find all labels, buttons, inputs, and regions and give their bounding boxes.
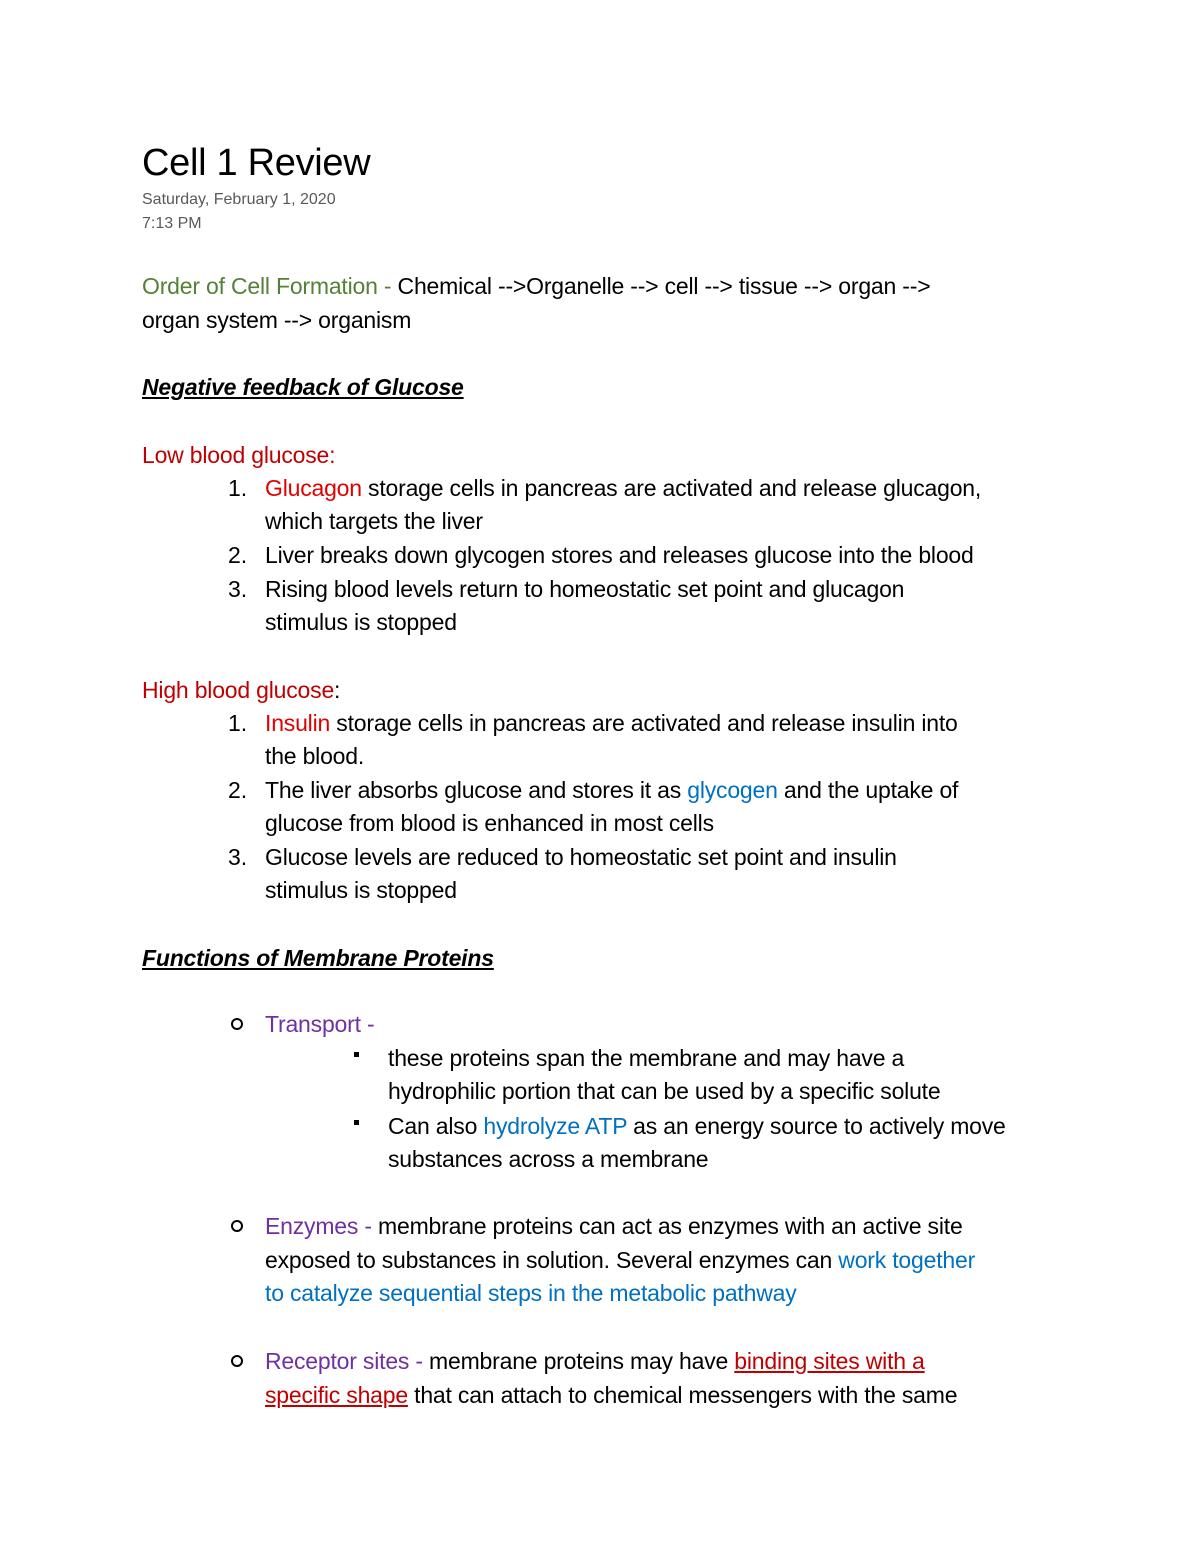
enzymes-line-2 — [265, 1245, 975, 1275]
binding-sites-highlight: binding sites with a — [734, 1348, 925, 1374]
transport-bullet-2-line-2: substances across a membrane — [388, 1146, 709, 1172]
receptor-line-1 — [265, 1346, 925, 1376]
low-item-3-line-2: stimulus is stopped — [265, 609, 457, 635]
list-number: 1. — [228, 710, 248, 736]
order-dash: - — [377, 273, 398, 299]
square-bullet-icon — [354, 1120, 359, 1125]
transport-bullet-2-line-1 — [388, 1111, 1006, 1141]
receptor-label: Receptor sites - — [265, 1348, 430, 1374]
high-glucose-colon: : — [334, 677, 341, 703]
transport-label: Transport — [265, 1011, 361, 1037]
insulin-highlight: Insulin — [265, 710, 331, 736]
high-glucose-label: High blood glucose — [142, 677, 335, 703]
list-number: 3. — [228, 576, 248, 602]
high-item-3-line-1: Glucose levels are reduced to homeostatic set point and insulin — [265, 844, 897, 870]
circle-bullet-icon — [231, 1018, 243, 1030]
order-label: Order of Cell Formation — [142, 273, 378, 299]
high-item-1-line-2: the blood. — [265, 743, 365, 769]
square-bullet-icon — [354, 1052, 359, 1057]
low-item-2-line-1: Liver breaks down glycogen stores and releases glucose into the blood — [265, 542, 974, 568]
list-number: 1. — [228, 475, 248, 501]
page-time: 7:13 PM — [142, 215, 202, 232]
transport-bullet-1-line-1: these proteins span the membrane and may have a — [388, 1045, 905, 1071]
low-item-1-line-1 — [265, 473, 981, 503]
glucagon-highlight: Glucagon — [265, 475, 362, 501]
order-line-2: organ system --> organism — [142, 307, 412, 333]
high-item-1-line-1 — [265, 708, 958, 738]
low-item-3-line-1: Rising blood levels return to homeostatic set point and glucagon — [265, 576, 905, 602]
circle-bullet-icon — [231, 1220, 243, 1232]
enzymes-label: Enzymes - — [265, 1213, 379, 1239]
transport-bullet-2-pre: Can also — [388, 1113, 484, 1139]
high-item-2-text-pre: The liver absorbs glucose and stores it as — [265, 777, 688, 803]
hydrolyze-atp-highlight: hydrolyze ATP — [483, 1113, 627, 1139]
work-together-highlight: work together — [838, 1247, 976, 1273]
transport-bullet-1-line-2: hydrophilic portion that can be used by a specific solute — [388, 1078, 941, 1104]
receptor-text-1: membrane proteins may have — [429, 1348, 735, 1374]
list-number: 3. — [228, 844, 248, 870]
enzymes-text-1: membrane proteins can act as enzymes with an active site — [378, 1213, 963, 1239]
high-glucose-label-line — [142, 675, 340, 705]
receptor-text-2: that can attach to chemical messengers with the same — [407, 1382, 958, 1408]
enzymes-line-3: to catalyze sequential steps in the metabolic pathway — [265, 1280, 797, 1306]
high-item-3-line-2: stimulus is stopped — [265, 877, 457, 903]
transport-bullet-2-post: as an energy source to actively move — [626, 1113, 1006, 1139]
list-number: 2. — [228, 542, 248, 568]
high-item-1-text: storage cells in pancreas are activated and release insulin into — [330, 710, 958, 736]
negative-feedback-heading: Negative feedback of Glucose — [142, 374, 464, 400]
list-number: 2. — [228, 777, 248, 803]
membrane-proteins-heading: Functions of Membrane Proteins — [142, 945, 494, 971]
specific-shape-highlight: specific shape — [265, 1382, 408, 1408]
order-line-1 — [142, 271, 930, 301]
transport-line — [265, 1009, 374, 1039]
glycogen-highlight: glycogen — [687, 777, 778, 803]
low-item-1-line-2: which targets the liver — [265, 508, 483, 534]
transport-dash: - — [360, 1011, 375, 1037]
page-title: Cell 1 Review — [142, 142, 371, 184]
low-glucose-label: Low blood glucose: — [142, 442, 336, 468]
page-date: Saturday, February 1, 2020 — [142, 191, 336, 208]
enzymes-line-1 — [265, 1211, 963, 1241]
high-item-2-text-post: and the uptake of — [777, 777, 959, 803]
high-item-2-line-1 — [265, 775, 958, 805]
high-item-2-line-2: glucose from blood is enhanced in most cells — [265, 810, 714, 836]
circle-bullet-icon — [231, 1355, 243, 1367]
receptor-line-2 — [265, 1380, 957, 1410]
order-sequence: Chemical -->Organelle --> cell --> tissue --> organ --> — [397, 273, 931, 299]
low-item-1-text: storage cells in pancreas are activated and release glucagon, — [361, 475, 982, 501]
enzymes-text-2: exposed to substances in solution. Several enzymes can — [265, 1247, 839, 1273]
